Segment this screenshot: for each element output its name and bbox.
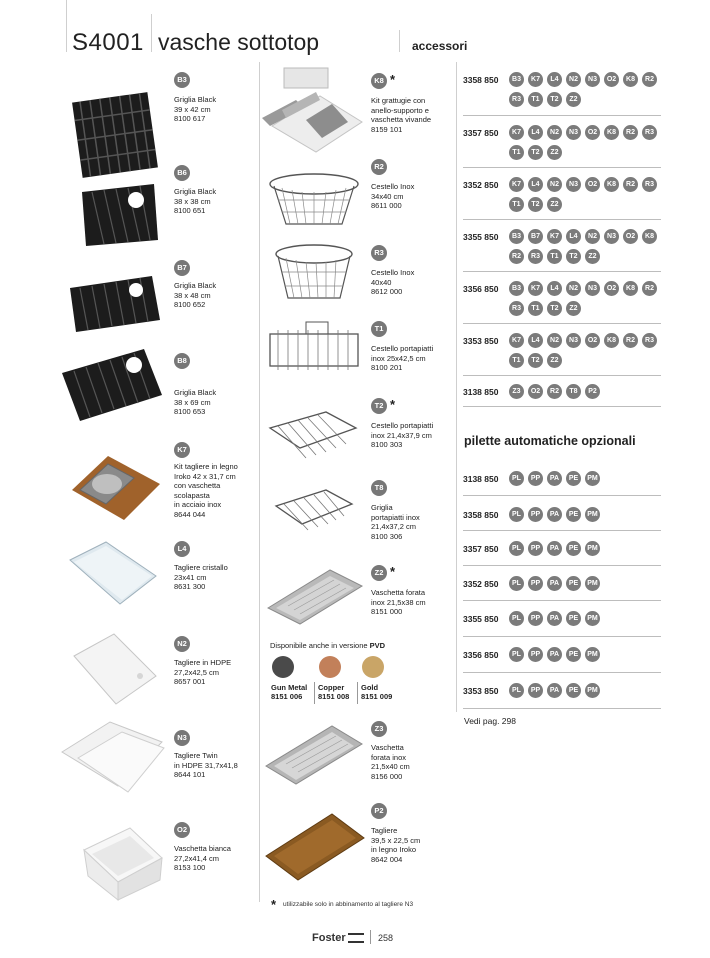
item-badge: B7: [174, 260, 190, 276]
accessory-badge: PM: [585, 541, 600, 556]
accessory-badge: O2: [528, 384, 543, 399]
accessory-badge: PP: [528, 541, 543, 556]
wood-board-kit-image: [68, 450, 164, 524]
grid-black-image: [74, 180, 162, 250]
accessory-badge: PA: [547, 471, 562, 486]
accessory-badge: O2: [585, 177, 600, 192]
logo-stripes-icon: [348, 933, 364, 943]
accessory-badge: Z3: [509, 384, 524, 399]
accessory-badge: R3: [509, 92, 524, 107]
accessory-badge: K8: [604, 177, 619, 192]
accessory-badge: N2: [566, 281, 581, 296]
accessory-badge: L4: [528, 333, 543, 348]
basket-image: [272, 242, 356, 304]
grid-black-image: [70, 90, 160, 180]
accessory-badge: PE: [566, 471, 581, 486]
accessory-badge: O2: [585, 125, 600, 140]
accessory-badge: T1: [547, 249, 562, 264]
model-code: 3138 850: [463, 387, 499, 397]
accessory-badge: PM: [585, 611, 600, 626]
accessory-badge: N3: [566, 125, 581, 140]
accessory-badge: R3: [642, 333, 657, 348]
item-badge: N3: [174, 730, 190, 746]
accessory-badge: O2: [604, 281, 619, 296]
accessory-badge: L4: [547, 72, 562, 87]
model-code: 3138 850: [463, 474, 499, 484]
model-code: 3358 850: [463, 75, 499, 85]
accessory-badge: T1: [509, 197, 524, 212]
gun-metal-swatch: [272, 656, 294, 678]
accessory-badge: PL: [509, 611, 524, 626]
footnote-text: utilizzabile solo in abbinamento al tagliere N3: [283, 901, 414, 908]
accessory-badge: PE: [566, 647, 581, 662]
accessory-badge: Z2: [566, 301, 581, 316]
item-description: Cestello Inox 34x40 cm 8611 000: [371, 182, 415, 210]
accessory-badge: R2: [623, 125, 638, 140]
pvd-gun-metal: Gun Metal 8151 006: [271, 683, 308, 701]
row-divider: [463, 406, 661, 407]
item-description: Griglia Black 38 x 69 cm 8100 653: [174, 388, 217, 416]
item-badge: O2: [174, 822, 190, 838]
item-description: Cestello portapiatti inox 25x42,5 cm 8100 201: [371, 344, 434, 372]
item-badge: R3: [371, 245, 387, 261]
accessory-badge: N3: [566, 177, 581, 192]
page-number: 258: [378, 933, 394, 943]
accessory-badge: R3: [528, 249, 543, 264]
accessory-badge: R3: [509, 301, 524, 316]
item-badge: T2: [371, 398, 387, 414]
accessory-badge: K7: [509, 333, 524, 348]
item-badge: L4: [174, 541, 190, 557]
accessory-badge: T2: [547, 92, 562, 107]
row-divider: [463, 708, 661, 709]
model-code: 3358 850: [463, 510, 499, 520]
accessory-badge: PA: [547, 576, 562, 591]
accessory-badge: PA: [547, 647, 562, 662]
row-divider: [463, 495, 661, 496]
star-mark: *: [390, 564, 396, 579]
accessory-badge: R2: [623, 333, 638, 348]
accessory-badge: T1: [509, 145, 524, 160]
item-badge: Z2: [371, 565, 387, 581]
header-divider-right: [399, 30, 400, 52]
grater-kit-image: [262, 66, 366, 156]
accessory-badge: PL: [509, 647, 524, 662]
item-badge: B8: [174, 353, 190, 369]
accessory-badge: Z2: [547, 353, 562, 368]
accessory-badge: Z2: [566, 92, 581, 107]
accessory-badge: T2: [566, 249, 581, 264]
pvd-label: Disponibile anche in versione PVD: [270, 641, 386, 650]
accessory-badge: O2: [623, 229, 638, 244]
item-badge: K8: [371, 73, 387, 89]
item-description: Cestello Inox 40x40 8612 000: [371, 268, 415, 296]
page-title: vasche sottotop: [158, 29, 320, 55]
accessory-badge: PM: [585, 647, 600, 662]
pvd-divider: [357, 682, 358, 704]
accessory-badge: T2: [547, 301, 562, 316]
footnote-star: *: [271, 897, 277, 912]
item-badge: N2: [174, 636, 190, 652]
row-divider: [463, 115, 661, 116]
accessory-badge: PE: [566, 541, 581, 556]
product-code: S4001: [72, 29, 144, 56]
accessory-badge: R2: [623, 177, 638, 192]
model-code: 3353 850: [463, 336, 499, 346]
accessory-badge: PP: [528, 611, 543, 626]
row-divider: [463, 636, 661, 637]
row-divider: [463, 565, 661, 566]
accessory-badge: T1: [509, 353, 524, 368]
item-description: Cestello portapiatti inox 21,4x37,9 cm 8100 303: [371, 421, 434, 449]
copper-swatch: [319, 656, 341, 678]
accessory-badge: PM: [585, 576, 600, 591]
accessory-badge: K7: [547, 229, 562, 244]
accessory-badge: K7: [528, 72, 543, 87]
row-divider: [463, 219, 661, 220]
accessory-badge: PM: [585, 683, 600, 698]
accessory-badge: B3: [509, 72, 524, 87]
accessory-badge: K8: [623, 281, 638, 296]
row-divider: [463, 167, 661, 168]
model-code: 3357 850: [463, 544, 499, 554]
accessory-badge: R2: [547, 384, 562, 399]
accessory-badge: PE: [566, 507, 581, 522]
accessory-badge: PL: [509, 541, 524, 556]
row-divider: [463, 323, 661, 324]
accessory-badge: N3: [585, 72, 600, 87]
accessory-badge: PL: [509, 576, 524, 591]
accessory-badge: K7: [509, 177, 524, 192]
item-badge: Z3: [371, 721, 387, 737]
accessory-badge: T8: [566, 384, 581, 399]
item-description: Griglia portapiatti inox 21,4x37,2 cm 8100 306: [371, 503, 420, 541]
accessory-badge: K8: [642, 229, 657, 244]
accessory-badge: PM: [585, 471, 600, 486]
item-badge: T1: [371, 321, 387, 337]
item-badge: B3: [174, 72, 190, 88]
star-mark: *: [390, 397, 396, 412]
row-divider: [463, 375, 661, 376]
accessory-badge: PP: [528, 471, 543, 486]
item-description: Tagliere Twin in HDPE 31,7x41,8 8644 101: [174, 751, 238, 779]
grid-black-image: [66, 270, 162, 336]
model-code: 3356 850: [463, 284, 499, 294]
accessory-badge: R2: [642, 72, 657, 87]
accessory-badge: PL: [509, 683, 524, 698]
header-divider-mid: [151, 14, 152, 52]
accessory-badge: PL: [509, 507, 524, 522]
footer-divider: [370, 930, 371, 944]
model-code: 3352 850: [463, 180, 499, 190]
accessory-badge: K8: [623, 72, 638, 87]
gold-swatch: [362, 656, 384, 678]
grid-black-image: [60, 345, 164, 423]
item-badge: R2: [371, 159, 387, 175]
accessory-badge: Z2: [547, 145, 562, 160]
row-divider: [463, 271, 661, 272]
accessory-badge: T2: [528, 197, 543, 212]
accessory-badge: L4: [547, 281, 562, 296]
item-description: Griglia Black 39 x 42 cm 8100 617: [174, 95, 217, 123]
row-divider: [463, 530, 661, 531]
perforated-tray-image: [264, 566, 364, 626]
item-badge: K7: [174, 442, 190, 458]
item-description: Tagliere in HDPE 27,2x42,5 cm 8657 001: [174, 658, 232, 686]
item-description: Kit taglierе in legno Iroko 42 x 31,7 cm con vaschetta scolapasta in acciaio inox 8644 044: [174, 462, 238, 519]
accessory-badge: K7: [509, 125, 524, 140]
white-bowl-image: [80, 820, 164, 904]
accessory-badge: PP: [528, 507, 543, 522]
hdpe-board-image: [70, 630, 160, 710]
model-code: 3355 850: [463, 614, 499, 624]
accessory-badge: L4: [566, 229, 581, 244]
accessory-badge: K7: [528, 281, 543, 296]
accessory-badge: N2: [547, 125, 562, 140]
accessory-badge: N2: [566, 72, 581, 87]
accessory-badge: T2: [528, 353, 543, 368]
accessory-badge: PP: [528, 683, 543, 698]
accessory-badge: P2: [585, 384, 600, 399]
model-code: 3353 850: [463, 686, 499, 696]
accessory-badge: R2: [642, 281, 657, 296]
accessory-badge: N3: [566, 333, 581, 348]
wood-board-image: [262, 808, 366, 884]
accessory-badge: PE: [566, 611, 581, 626]
item-description: Tagliere cristallo 23x41 cm 8631 300: [174, 563, 228, 591]
accessory-badge: PE: [566, 576, 581, 591]
row-divider: [463, 600, 661, 601]
accessory-badge: T2: [528, 145, 543, 160]
pvd-divider: [314, 682, 315, 704]
model-code: 3352 850: [463, 579, 499, 589]
perforated-tray-image: [262, 722, 366, 786]
dish-rack-image: [266, 320, 362, 382]
accessory-badge: PP: [528, 576, 543, 591]
pilette-title: pilette automatiche opzionali: [464, 434, 636, 448]
see-page-note: Vedi pag. 298: [464, 716, 516, 726]
twin-hdpe-board-image: [58, 712, 168, 802]
accessory-badge: PA: [547, 507, 562, 522]
glass-board-image: [66, 538, 158, 610]
accessory-badge: N2: [585, 229, 600, 244]
column-divider-1: [259, 62, 260, 902]
accessory-badge: B7: [528, 229, 543, 244]
accessory-badge: K8: [604, 333, 619, 348]
accessory-badge: PA: [547, 683, 562, 698]
accessory-badge: N3: [585, 281, 600, 296]
star-mark: *: [390, 72, 396, 87]
accessory-badge: PM: [585, 507, 600, 522]
accessory-badge: N2: [547, 333, 562, 348]
accessory-badge: N2: [547, 177, 562, 192]
accessory-badge: PE: [566, 683, 581, 698]
accessory-badge: PP: [528, 647, 543, 662]
accessory-badge: R3: [642, 177, 657, 192]
accessory-badge: PL: [509, 471, 524, 486]
accessory-badge: B3: [509, 281, 524, 296]
brand-logo: Foster: [312, 932, 364, 944]
column-divider-2: [456, 62, 457, 712]
model-code: 3356 850: [463, 650, 499, 660]
accessory-badge: PA: [547, 541, 562, 556]
accessory-badge: R2: [509, 249, 524, 264]
item-description: Griglia Black 38 x 38 cm 8100 651: [174, 187, 217, 215]
accessory-badge: O2: [585, 333, 600, 348]
item-badge: B6: [174, 165, 190, 181]
section-label: accessori: [412, 39, 468, 53]
accessory-badge: T1: [528, 92, 543, 107]
item-badge: T8: [371, 480, 387, 496]
accessory-badge: B3: [509, 229, 524, 244]
model-code: 3357 850: [463, 128, 499, 138]
accessory-badge: L4: [528, 177, 543, 192]
accessory-badge: N3: [604, 229, 619, 244]
accessory-badge: PA: [547, 611, 562, 626]
dish-rack-image: [266, 408, 360, 466]
row-divider: [463, 672, 661, 673]
accessory-badge: T1: [528, 301, 543, 316]
accessory-badge: R3: [642, 125, 657, 140]
header-divider-left: [66, 0, 67, 52]
basket-image: [266, 170, 362, 234]
pvd-copper: Copper 8151 008: [318, 683, 350, 701]
item-description: Vaschetta bianca 27,2x41,4 cm 8153 100: [174, 844, 231, 872]
accessory-badge: O2: [604, 72, 619, 87]
item-description: Vaschetta forata inox 21,5x40 cm 8156 000: [371, 743, 410, 781]
accessory-badge: L4: [528, 125, 543, 140]
accessory-badge: Z2: [547, 197, 562, 212]
accessory-badge: K8: [604, 125, 619, 140]
item-description: Tagliere 39,5 x 22,5 cm in legno Iroko 8642 004: [371, 826, 421, 864]
accessory-badge: Z2: [585, 249, 600, 264]
item-description: Vaschetta forata inox 21,5x38 cm 8151 000: [371, 588, 426, 616]
item-description: Kit grattugie con anello-supporto e vaschetta vivande 8159 101: [371, 96, 432, 134]
pvd-gold: Gold 8151 009: [361, 683, 393, 701]
item-badge: P2: [371, 803, 387, 819]
item-description: Griglia Black 38 x 48 cm 8100 652: [174, 281, 217, 309]
dish-grid-image: [272, 486, 356, 536]
model-code: 3355 850: [463, 232, 499, 242]
